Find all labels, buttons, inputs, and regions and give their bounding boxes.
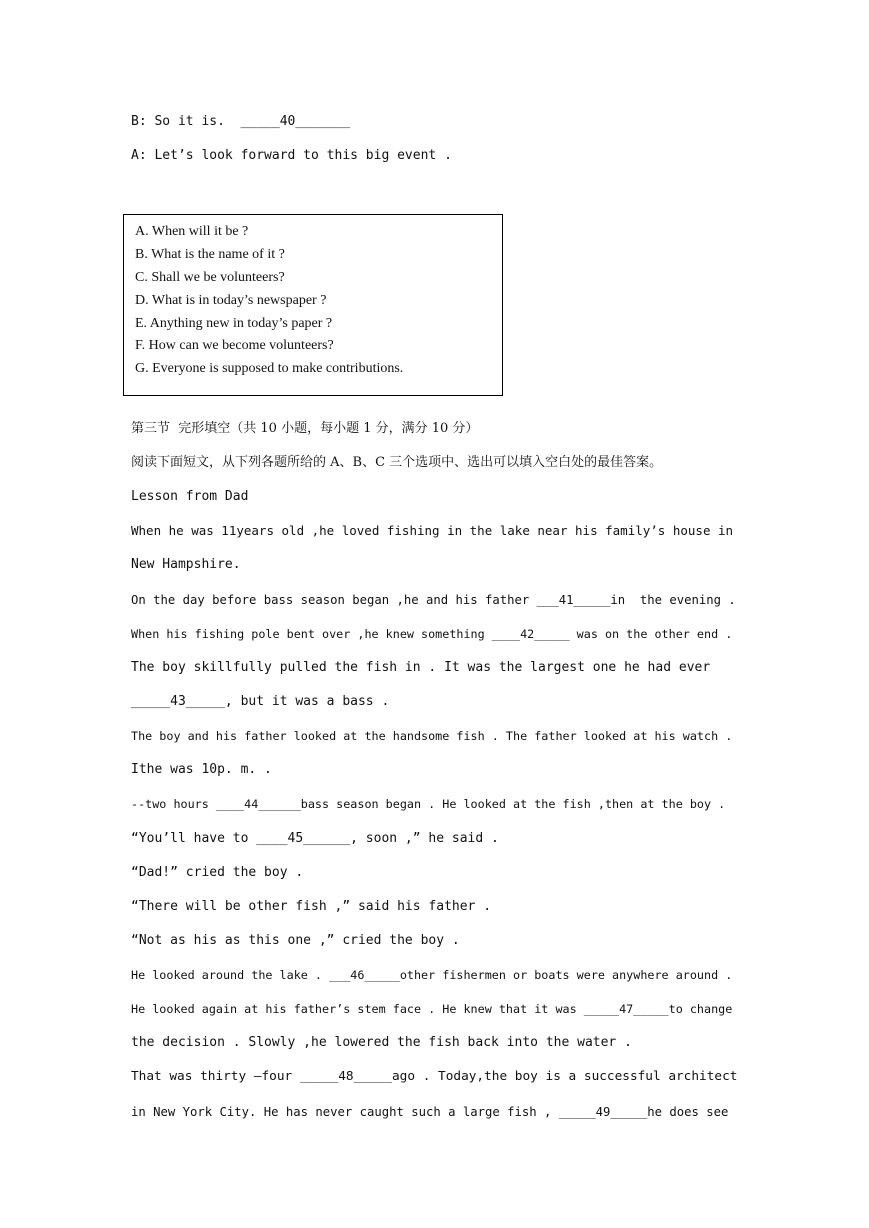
- passage-line: When his fishing pole bent over ,he knew something ____42_____ was on the other end .: [131, 627, 733, 641]
- option-g: G. Everyone is supposed to make contributions.: [135, 361, 404, 376]
- passage-line: He looked around the lake . ___46_____other fishermen or boats were anywhere around .: [131, 968, 733, 982]
- passage-line: --two hours ____44______bass season began . He looked at the fish ,then at the boy .: [131, 797, 726, 811]
- passage-line: New Hampshire.: [131, 557, 241, 572]
- passage-title: Lesson from Dad: [131, 489, 249, 504]
- dialogue-line-b: B: So it is. _____40_______: [131, 114, 351, 129]
- passage-line: Ithe was 10p. m. .: [131, 762, 272, 777]
- passage-line: That was thirty –four _____48_____ago . Today,the boy is a successful architect: [131, 1069, 738, 1084]
- passage-line: the decision . Slowly ,he lowered the fish back into the water .: [131, 1035, 632, 1050]
- dialogue-line-a: A: Let’s look forward to this big event .: [131, 148, 452, 163]
- options-box: [123, 214, 503, 396]
- option-a: A. When will it be ?: [135, 224, 249, 239]
- section-heading: 第三节 完形填空（共 10 小题，每小题 1 分，满分 10 分）: [131, 421, 479, 436]
- passage-line: “You’ll have to ____45______, soon ,” he said .: [131, 831, 499, 846]
- section-instruction: 阅读下面短文，从下列各题所给的 A、B、C 三个选项中、选出可以填入空白处的最佳答案。: [131, 455, 663, 470]
- passage-line: “Dad!” cried the boy .: [131, 865, 304, 880]
- option-b: B. What is the name of it ?: [135, 247, 285, 262]
- option-f: F. How can we become volunteers?: [135, 338, 334, 353]
- passage-line: The boy and his father looked at the handsome fish . The father looked at his watch .: [131, 729, 733, 743]
- passage-line: When he was 11years old ,he loved fishing in the lake near his family’s house in: [131, 523, 734, 538]
- passage-line: The boy skillfully pulled the fish in . It was the largest one he had ever: [131, 660, 711, 675]
- passage-line: On the day before bass season began ,he and his father ___41_____in the evening .: [131, 593, 736, 607]
- passage-line: “Not as his as this one ,” cried the boy .: [131, 933, 460, 948]
- passage-line: He looked again at his father’s stem face . He knew that it was _____47_____to change: [131, 1002, 733, 1016]
- passage-line: in New York City. He has never caught such a large fish , _____49_____he does see: [131, 1105, 729, 1119]
- passage-line: _____43_____, but it was a bass .: [131, 694, 390, 709]
- option-d: D. What is in today’s newspaper ?: [135, 293, 327, 308]
- option-e: E. Anything new in today’s paper ?: [135, 316, 333, 331]
- passage-line: “There will be other fish ,” said his father .: [131, 899, 492, 914]
- option-c: C. Shall we be volunteers?: [135, 270, 285, 285]
